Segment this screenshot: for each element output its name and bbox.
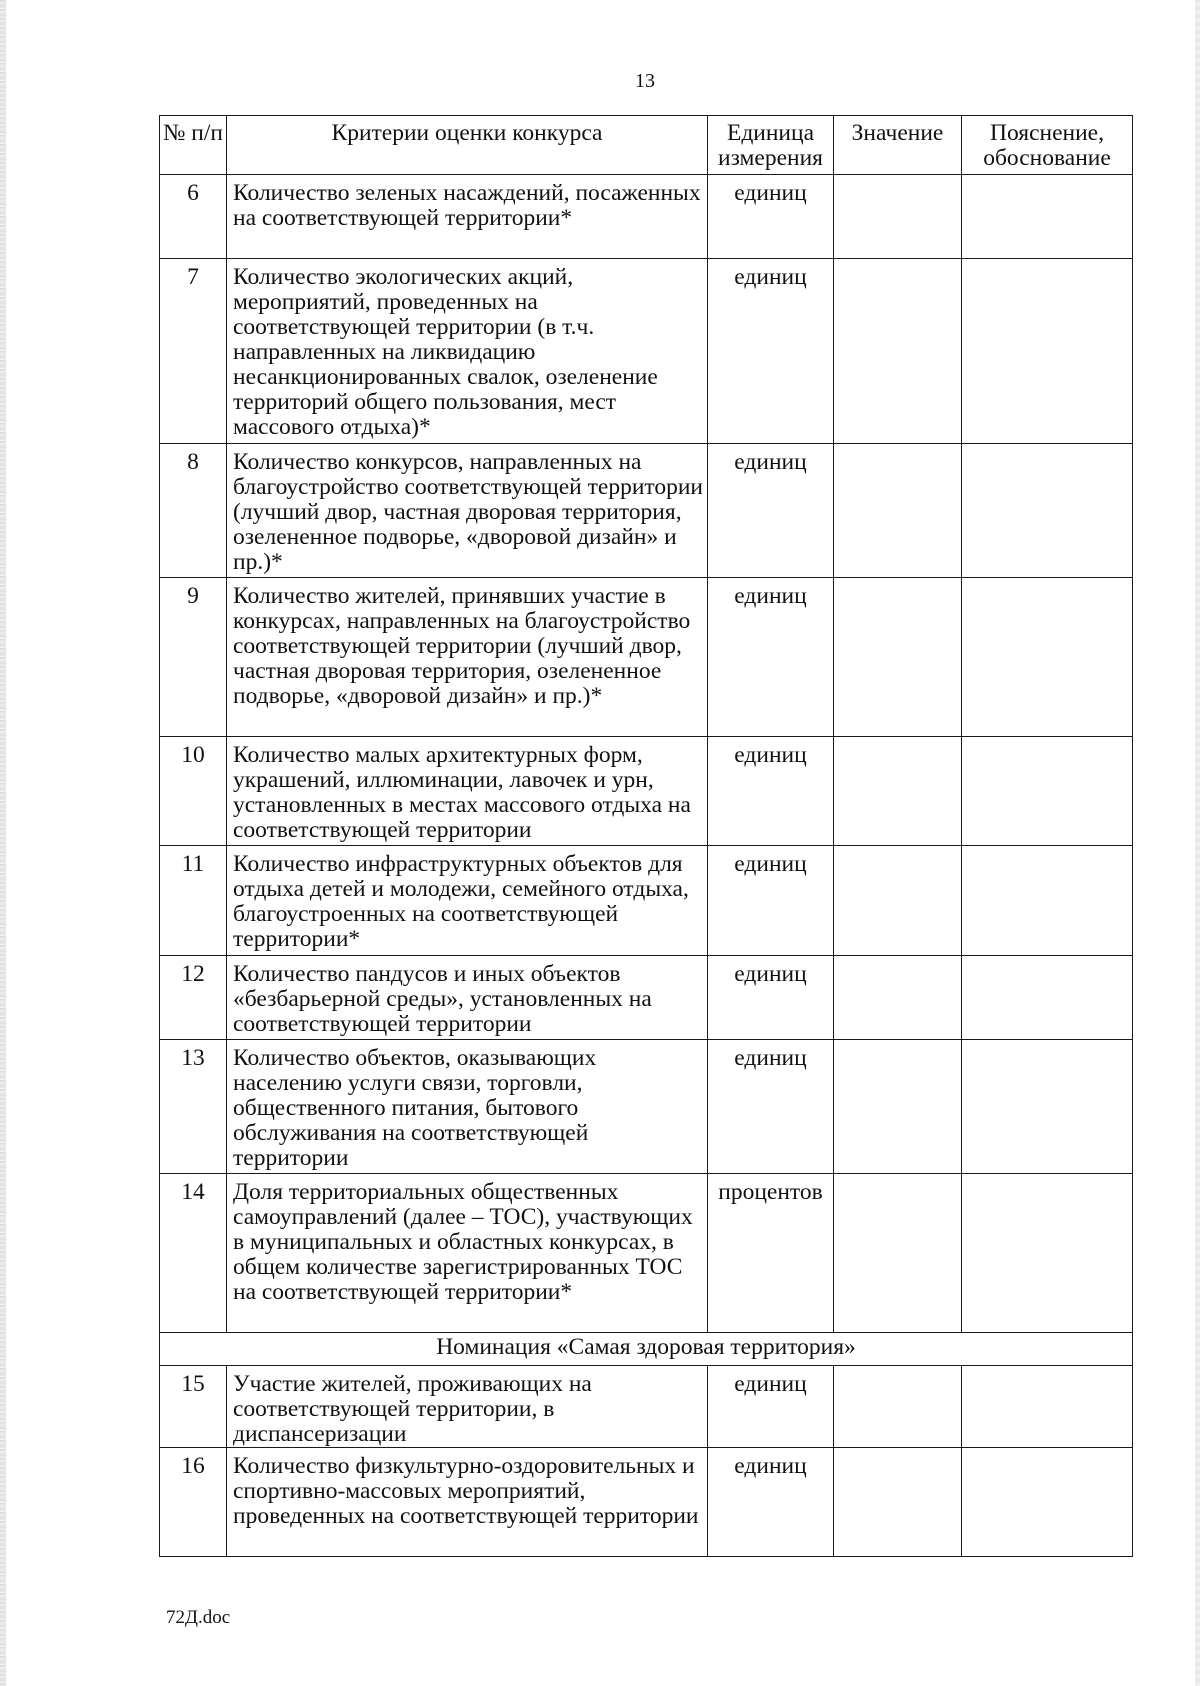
row-note-cell	[962, 1174, 1133, 1333]
row-value-cell	[834, 578, 962, 737]
row-criterion: Количество конкурсов, направленных на благоустройство соответствующей территории (лучший двор, частная дворовая территория, озелененное подворье, «дворовой дизайн» и пр.)*	[227, 444, 708, 578]
row-value-cell	[834, 956, 962, 1040]
table-row	[160, 175, 1133, 259]
row-note-cell	[962, 1040, 1133, 1174]
row-value-cell	[834, 846, 962, 956]
row-number: 11	[160, 846, 227, 956]
header-criteria: Критерии оценки конкурса	[227, 116, 708, 175]
header-number: № п/п	[160, 116, 227, 175]
row-note-cell	[962, 578, 1133, 737]
table-row	[160, 1448, 1133, 1557]
row-value-cell	[834, 1448, 962, 1557]
scan-edge-right	[1195, 0, 1200, 1686]
table-row	[160, 846, 1133, 956]
row-number: 13	[160, 1040, 227, 1174]
row-criterion: Количество инфраструктурных объектов для отдыха детей и молодежи, семейного отдыха, благоустроенных на соответствующей территории*	[227, 846, 708, 956]
row-note-cell	[962, 1448, 1133, 1557]
table-row	[160, 259, 1133, 444]
criteria-table	[159, 115, 1133, 1557]
table-row	[160, 444, 1133, 578]
table-row	[160, 956, 1133, 1040]
row-value-cell	[834, 444, 962, 578]
row-unit: единиц	[708, 1448, 834, 1557]
row-note-cell	[962, 1366, 1133, 1448]
row-number: 7	[160, 259, 227, 444]
row-note-cell	[962, 444, 1133, 578]
page-number: 13	[635, 70, 655, 92]
row-unit: единиц	[708, 1040, 834, 1174]
row-unit: единиц	[708, 1366, 834, 1448]
row-criterion: Количество пандусов и иных объектов «безбарьерной среды», установленных на соответствующей территории	[227, 956, 708, 1040]
row-value-cell	[834, 1366, 962, 1448]
row-note-cell	[962, 175, 1133, 259]
row-value-cell	[834, 175, 962, 259]
row-number: 16	[160, 1448, 227, 1557]
row-criterion: Количество зеленых насаждений, посаженных на соответствующей территории*	[227, 175, 708, 259]
scan-edge-left	[0, 0, 6, 1686]
table-row	[160, 1040, 1133, 1174]
row-unit: единиц	[708, 956, 834, 1040]
row-number: 14	[160, 1174, 227, 1333]
nomination-row	[160, 1333, 1133, 1366]
table-row	[160, 737, 1133, 846]
row-note-cell	[962, 259, 1133, 444]
row-unit: единиц	[708, 737, 834, 846]
row-value-cell	[834, 259, 962, 444]
row-value-cell	[834, 1174, 962, 1333]
row-number: 9	[160, 578, 227, 737]
row-number: 15	[160, 1366, 227, 1448]
nomination-title: Номинация «Самая здоровая территория»	[160, 1333, 1133, 1366]
table-row	[160, 1366, 1133, 1448]
document-filename: 72Д.doc	[166, 1607, 231, 1628]
row-note-cell	[962, 956, 1133, 1040]
row-unit: единиц	[708, 578, 834, 737]
row-note-cell	[962, 846, 1133, 956]
row-number: 6	[160, 175, 227, 259]
row-criterion: Количество объектов, оказывающих населению услуги связи, торговли, общественного питания, бытового обслуживания на соответствующей территории	[227, 1040, 708, 1174]
header-note: Пояснение, обоснование	[962, 116, 1133, 175]
row-criterion: Количество физкультурно-оздоровительных и спортивно-массовых мероприятий, проведенных на соответствующей территории	[227, 1448, 708, 1557]
row-criterion: Участие жителей, проживающих на соответствующей территории, в диспансеризации	[227, 1366, 708, 1448]
row-number: 12	[160, 956, 227, 1040]
row-unit: единиц	[708, 259, 834, 444]
table-header-row	[160, 116, 1133, 175]
row-value-cell	[834, 737, 962, 846]
row-note-cell	[962, 737, 1133, 846]
row-number: 8	[160, 444, 227, 578]
row-criterion: Доля территориальных общественных самоуправлений (далее – ТОС), участвующих в муниципальных и областных конкурсах, в общем количестве зарегистрированных ТОС на соответствующей территории*	[227, 1174, 708, 1333]
table-row	[160, 1174, 1133, 1333]
row-unit: единиц	[708, 846, 834, 956]
table-row	[160, 578, 1133, 737]
header-value: Значение	[834, 116, 962, 175]
row-criterion: Количество малых архитектурных форм, украшений, иллюминации, лавочек и урн, установленных в местах массового отдыха на соответствующей территории	[227, 737, 708, 846]
row-number: 10	[160, 737, 227, 846]
row-criterion: Количество жителей, принявших участие в конкурсах, направленных на благоустройство соответствующей территории (лучший двор, частная дворовая территория, озелененное подворье, «дворовой дизайн» и пр.)*	[227, 578, 708, 737]
row-unit: единиц	[708, 444, 834, 578]
row-criterion: Количество экологических акций, мероприятий, проведенных на соответствующей территории (в т.ч. направленных на ликвидацию несанкционированных свалок, озеленение территорий общего пользования, мест массового отдыха)*	[227, 259, 708, 444]
row-unit: единиц	[708, 175, 834, 259]
header-unit: Единица измерения	[708, 116, 834, 175]
row-unit: процентов	[708, 1174, 834, 1333]
row-value-cell	[834, 1040, 962, 1174]
